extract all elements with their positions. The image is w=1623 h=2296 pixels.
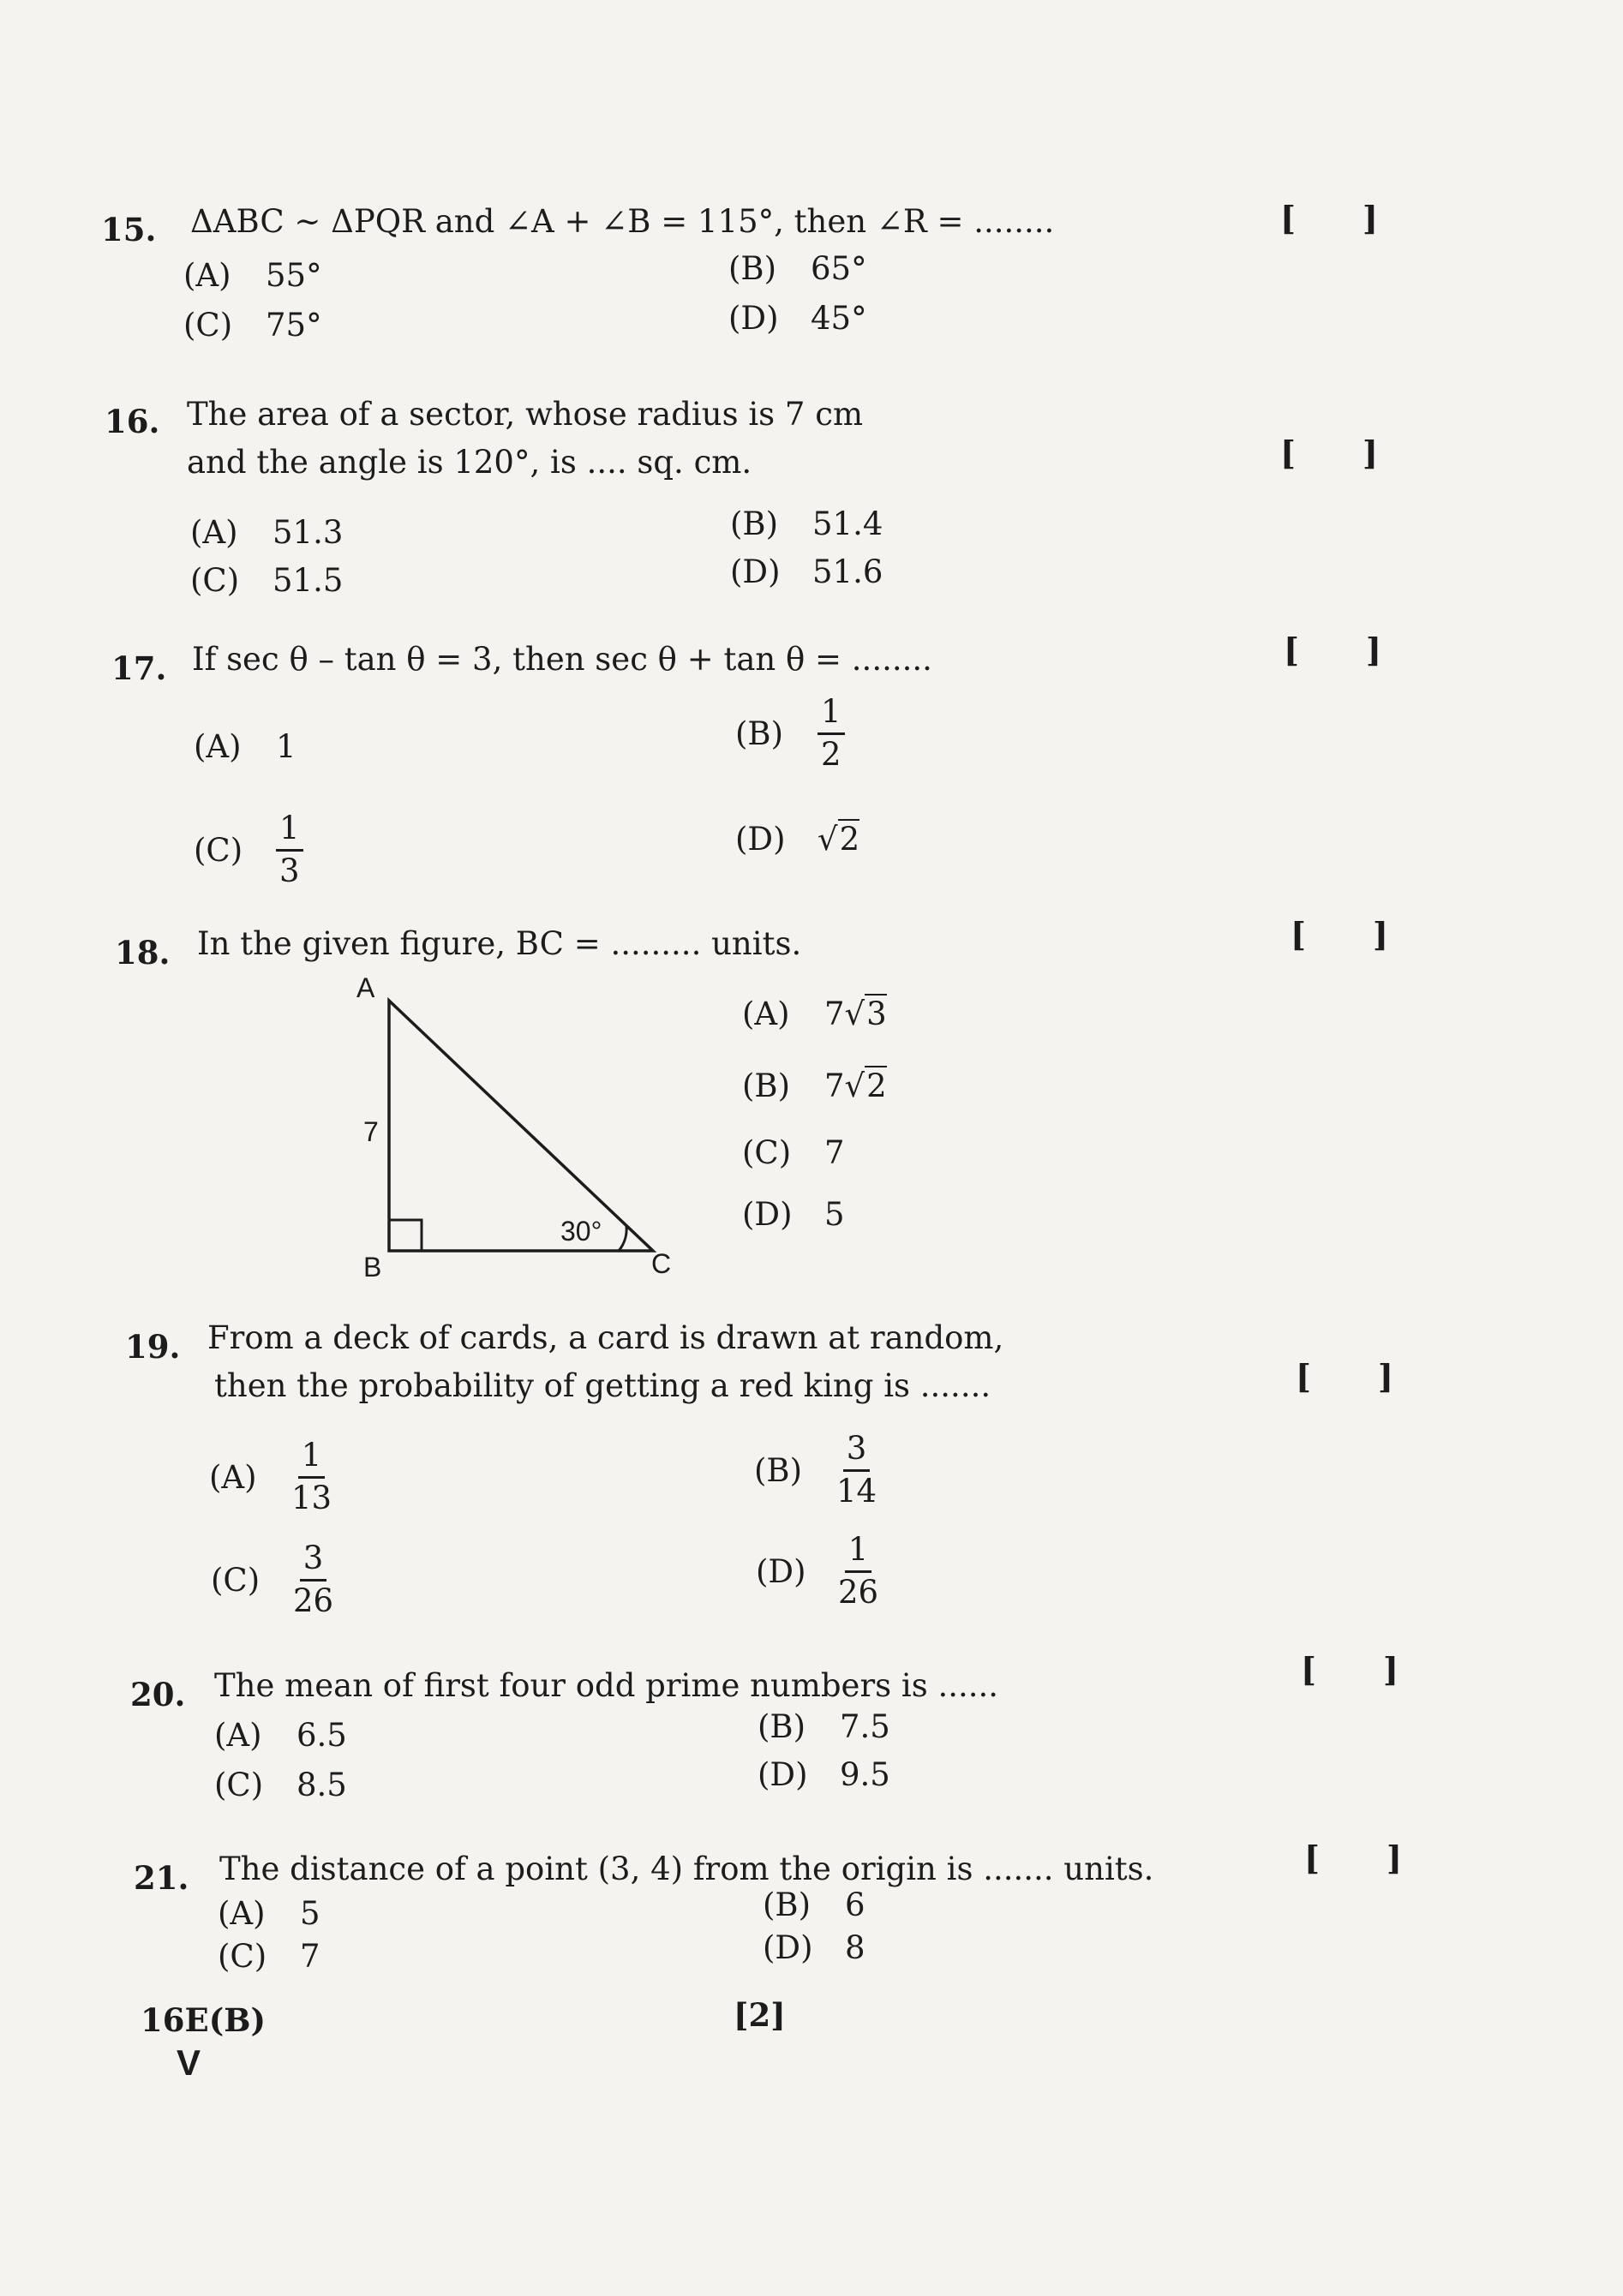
- triangle-outline: [389, 1001, 653, 1251]
- option-b[interactable]: (B) 6: [763, 1886, 865, 1923]
- option-c[interactable]: (C) 7: [218, 1938, 320, 1975]
- option-b[interactable]: (B) 65°: [728, 250, 867, 287]
- question-text: In the given figure, BC = ......... units.: [197, 925, 802, 962]
- question-text: The distance of a point (3, 4) from the origin is ....... units.: [219, 1851, 1154, 1887]
- option-a[interactable]: (A) 55°: [183, 257, 322, 294]
- question-text: The mean of first four odd prime numbers is ......: [214, 1667, 999, 1704]
- question-number: 19.: [125, 1328, 181, 1366]
- answer-box[interactable]: [ ]: [1284, 631, 1381, 669]
- angle-c-label: 30°: [560, 1216, 602, 1247]
- version-mark: V: [177, 2042, 201, 2083]
- question-number: 18.: [115, 934, 171, 972]
- answer-box[interactable]: [ ]: [1280, 199, 1378, 237]
- radical-sign: √: [844, 1067, 865, 1104]
- vertex-c-label: C: [651, 1248, 672, 1279]
- option-b[interactable]: (B) $\frac{1}{2}$: [735, 696, 845, 772]
- question-text: If sec θ – tan θ = 3, then sec θ + tan θ = ........: [192, 641, 932, 678]
- radical-sign: √: [844, 996, 865, 1032]
- question-number: 20.: [130, 1676, 186, 1713]
- side-ab-label: 7: [363, 1116, 379, 1147]
- page-number: [2]: [734, 1996, 786, 2034]
- question-number: 21.: [134, 1859, 189, 1897]
- option-d[interactable]: (D) 5: [742, 1196, 845, 1233]
- option-c[interactable]: (C) 8.5: [214, 1767, 347, 1803]
- answer-box[interactable]: [ ]: [1304, 1839, 1402, 1877]
- option-b[interactable]: (B) 7.5: [758, 1708, 890, 1745]
- answer-box[interactable]: [ ]: [1301, 1650, 1398, 1689]
- option-a[interactable]: (A) 7√3: [742, 996, 887, 1032]
- triangle-figure: [343, 968, 703, 1285]
- answer-box[interactable]: [ ]: [1296, 1357, 1393, 1396]
- question-text-line1: From a deck of cards, a card is drawn at random,: [207, 1319, 1004, 1356]
- option-a[interactable]: (A) 51.3: [190, 514, 344, 551]
- vertex-a-label: A: [356, 972, 375, 1003]
- option-b[interactable]: (B) $\frac{3}{14}$: [754, 1430, 877, 1510]
- fraction: $\frac{3}{26}$: [293, 1540, 334, 1619]
- option-a[interactable]: (A) 6.5: [214, 1717, 347, 1754]
- question-number: 16.: [105, 403, 160, 440]
- option-c[interactable]: (C) 7: [742, 1134, 845, 1171]
- option-d[interactable]: (D) $\frac{1}{26}$: [756, 1531, 879, 1611]
- option-b[interactable]: (B) 51.4: [730, 505, 883, 542]
- option-c[interactable]: (C) $\frac{3}{26}$: [211, 1540, 334, 1619]
- question-number: 15.: [101, 211, 157, 248]
- option-a[interactable]: (A) 1: [194, 728, 296, 765]
- fraction: $\frac{1}{3}$: [276, 812, 303, 888]
- answer-box[interactable]: [ ]: [1280, 433, 1378, 472]
- option-a[interactable]: (A) $\frac{1}{13}$: [209, 1437, 332, 1516]
- fraction: $\frac{1}{26}$: [838, 1531, 879, 1611]
- fraction: $\frac{1}{2}$: [817, 696, 845, 772]
- question-text-line1: The area of a sector, whose radius is 7 cm: [187, 396, 864, 433]
- right-angle-mark: [389, 1220, 422, 1251]
- angle-arc: [619, 1226, 626, 1251]
- option-d[interactable]: (D) 51.6: [730, 553, 883, 590]
- question-text: ΔABC ~ ΔPQR and ∠A + ∠B = 115°, then ∠R = ........: [190, 203, 1055, 240]
- option-c[interactable]: (C) 75°: [183, 307, 322, 344]
- option-d[interactable]: (D) 9.5: [758, 1756, 890, 1793]
- answer-box[interactable]: [ ]: [1291, 915, 1388, 954]
- option-d[interactable]: (D) 8: [763, 1929, 865, 1966]
- question-text-line2: and the angle is 120°, is .... sq. cm.: [187, 444, 752, 481]
- fraction: $\frac{1}{13}$: [291, 1437, 332, 1516]
- radical-sign: √: [817, 821, 838, 858]
- option-c[interactable]: (C) $\frac{1}{3}$: [194, 812, 303, 888]
- question-text-line2: then the probability of getting a red king is .......: [214, 1367, 991, 1404]
- fraction: $\frac{3}{14}$: [836, 1430, 877, 1510]
- option-b[interactable]: (B) 7√2: [742, 1067, 887, 1104]
- paper-code: 16E(B): [141, 2001, 266, 2039]
- vertex-b-label: B: [363, 1252, 382, 1283]
- question-number: 17.: [111, 649, 167, 687]
- option-c[interactable]: (C) 51.5: [190, 562, 344, 599]
- option-a[interactable]: (A) 5: [218, 1895, 320, 1932]
- option-d[interactable]: (D) √2: [735, 821, 860, 858]
- option-d[interactable]: (D) 45°: [728, 300, 867, 337]
